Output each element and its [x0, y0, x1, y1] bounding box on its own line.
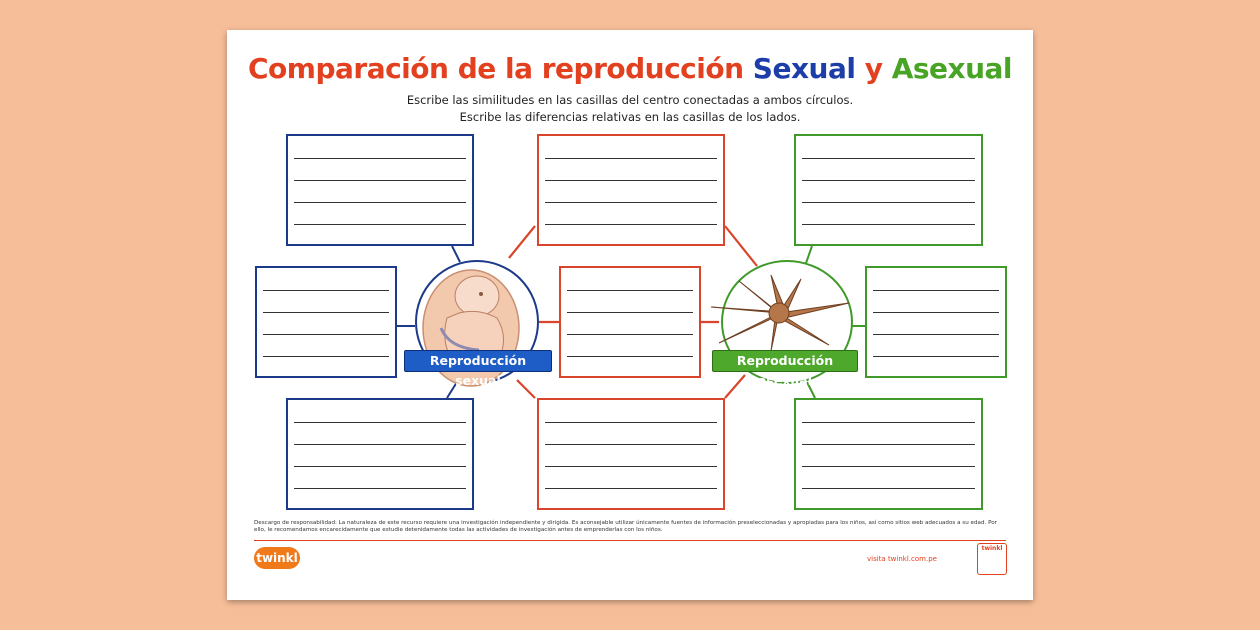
similarity-box-middle[interactable]: [559, 266, 701, 378]
asexual-difference-box-1[interactable]: [794, 134, 983, 246]
title-part-sexual: Sexual: [752, 52, 856, 85]
asexual-difference-box-3[interactable]: [794, 398, 983, 510]
sexual-difference-box-3[interactable]: [286, 398, 474, 510]
asexual-reproduction-label: Reproducción asexual: [712, 350, 858, 372]
similarity-box-top[interactable]: [537, 134, 725, 246]
instruction-similarities: Escribe las similitudes en las casillas del centro conectadas a ambos círculos.: [406, 93, 854, 107]
badge-text: twinkl: [981, 545, 1003, 552]
similarity-box-bottom[interactable]: [537, 398, 725, 510]
footer-divider: [254, 540, 1006, 541]
title-part-main: Comparación de la reproducción: [247, 52, 753, 85]
instruction-differences: Escribe las diferencias relativas en las casillas de los lados.: [459, 110, 801, 124]
sexual-difference-box-1[interactable]: [286, 134, 474, 246]
disclaimer-text: Descargo de responsabilidad: La naturaleza de este recurso requiere una investigación independiente y dirigida. Es aconsejable utilizar únicamente fuentes de información preseleccionadas y apropiadas para los niños, así como sitios web adecuados a su edad. Por ello, le recomendamos encarecidamente que estudie detenidamente todas las actividades de investigación antes de emprenderlas con los niños.: [254, 520, 997, 533]
sexual-difference-box-2[interactable]: [255, 266, 397, 378]
twinkl-logo: twinkl: [254, 547, 300, 569]
title-part-y: y: [855, 52, 892, 85]
starfish-icon: [709, 273, 851, 353]
visit-link[interactable]: visita twinkl.com.pe: [867, 555, 937, 563]
sexual-reproduction-label: Reproducción sexual: [404, 350, 552, 372]
worksheet: [227, 30, 1033, 600]
asexual-difference-box-2[interactable]: [865, 266, 1007, 378]
title-part-asexual: Asexual: [891, 52, 1013, 85]
twinkl-badge: [977, 543, 1007, 575]
